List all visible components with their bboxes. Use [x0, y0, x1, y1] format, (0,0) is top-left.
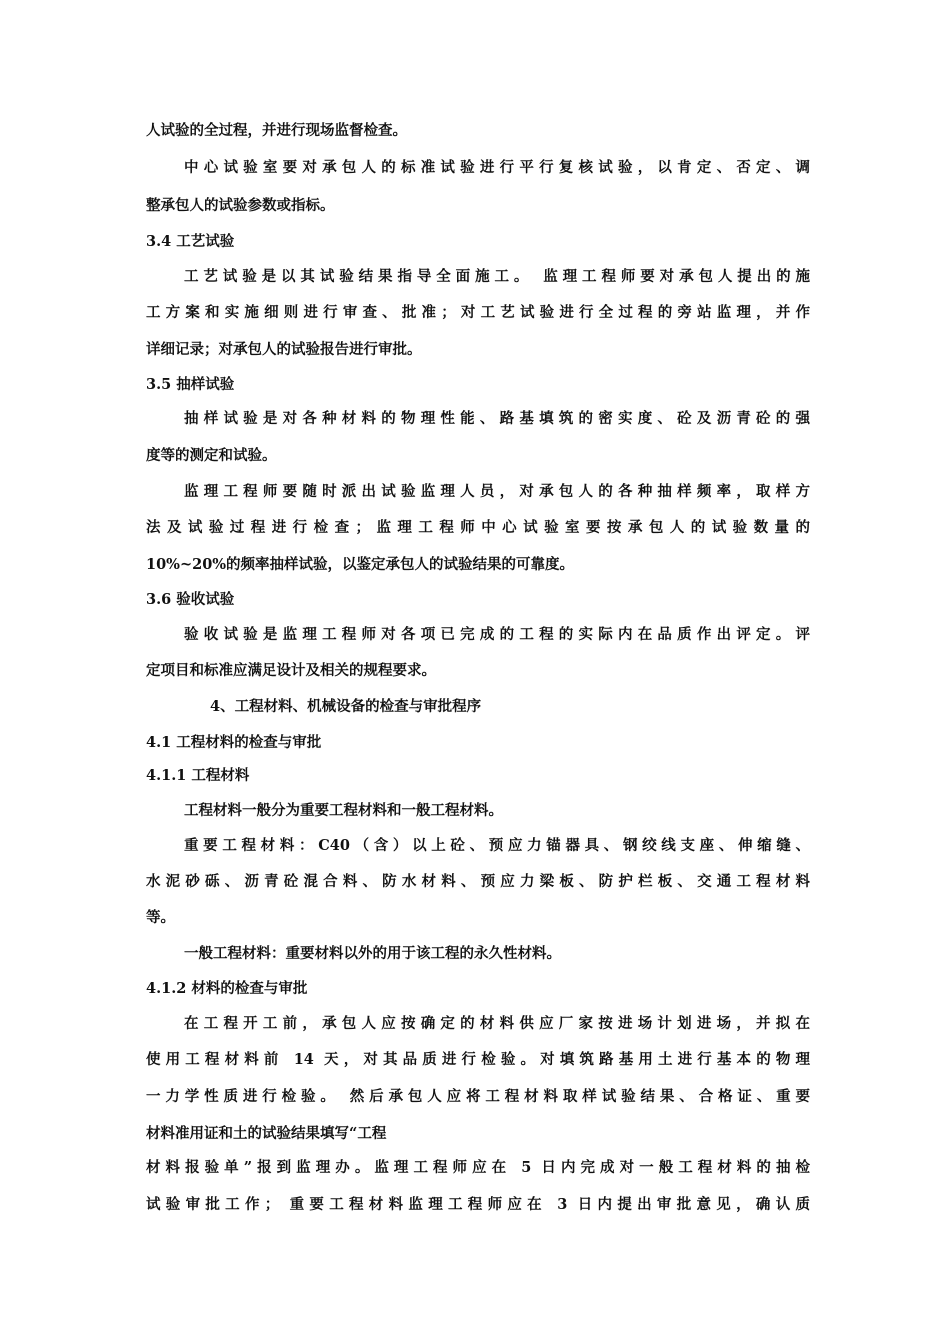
chapter-heading: 4、工程材料、机械设备的检查与审批程序	[210, 698, 482, 715]
paragraph-line: 验收试验是监理工程师对各项已完成的工程的实际内在品质作出评定。评	[184, 626, 810, 643]
text-line: 一力学性质进行检验。 然后承包人应将工程材料取样试验结果、合格证、重要	[146, 1088, 810, 1105]
paragraph-line: 一般工程材料：重要材料以外的用于该工程的永久性材料。	[184, 945, 561, 962]
paragraph-line: 抽样试验是对各种材料的物理性能、路基填筑的密实度、砼及沥青砼的强	[184, 410, 810, 427]
text-line: 法及试验过程进行检查；监理工程师中心试验室要按承包人的试验数量的	[146, 519, 810, 536]
text-line: 度等的测定和试验。	[146, 447, 277, 464]
paragraph-line: 工程材料一般分为重要工程材料和一般工程材料。	[184, 802, 503, 819]
subsection-heading: 4.1.1 工程材料	[146, 767, 250, 784]
text-line: 材料准用证和土的试验结果填写“工程	[146, 1125, 387, 1142]
section-heading: 3.4 工艺试验	[146, 233, 235, 250]
subsection-heading: 4.1.2 材料的检查与审批	[146, 980, 308, 997]
text-line: 人试验的全过程，并进行现场监督检查。	[146, 122, 407, 139]
text-line: 水泥砂砾、沥青砼混合料、防水材料、预应力梁板、防护栏板、交通工程材料	[146, 873, 810, 890]
section-heading: 3.5 抽样试验	[146, 376, 235, 393]
section-heading: 4.1 工程材料的检查与审批	[146, 734, 322, 751]
text-line: 10%~20%的频率抽样试验，以鉴定承包人的试验结果的可靠度。	[146, 556, 575, 573]
text-line: 试验审批工作； 重要工程材料监理工程师应在 3 日内提出审批意见，确认质	[146, 1196, 810, 1213]
text-line: 工方案和实施细则进行审查、批准；对工艺试验进行全过程的旁站监理，并作	[146, 304, 810, 321]
text-line: 材料报验单”报到监理办。监理工程师应在 5 日内完成对一般工程材料的抽检	[146, 1159, 810, 1176]
paragraph-line: 监理工程师要随时派出试验监理人员，对承包人的各种抽样频率，取样方	[184, 483, 810, 500]
paragraph-line: 在工程开工前，承包人应按确定的材料供应厂家按进场计划进场，并拟在	[184, 1015, 810, 1032]
text-line: 等。	[146, 909, 175, 926]
text-line: 详细记录；对承包人的试验报告进行审批。	[146, 341, 422, 358]
paragraph-line: 工艺试验是以其试验结果指导全面施工。 监理工程师要对承包人提出的施	[184, 268, 810, 285]
text-line: 使用工程材料前 14 天，对其品质进行检验。对填筑路基用土进行基本的物理	[146, 1051, 810, 1068]
text-line: 定项目和标准应满足设计及相关的规程要求。	[146, 662, 436, 679]
text-line: 整承包人的试验参数或指标。	[146, 197, 335, 214]
paragraph-line: 中心试验室要对承包人的标准试验进行平行复核试验，以肯定、否定、调	[184, 159, 810, 176]
section-heading: 3.6 验收试验	[146, 591, 235, 608]
paragraph-line: 重要工程材料：C40（含）以上砼、预应力锚器具、钢绞线支座、伸缩缝、	[184, 837, 810, 854]
